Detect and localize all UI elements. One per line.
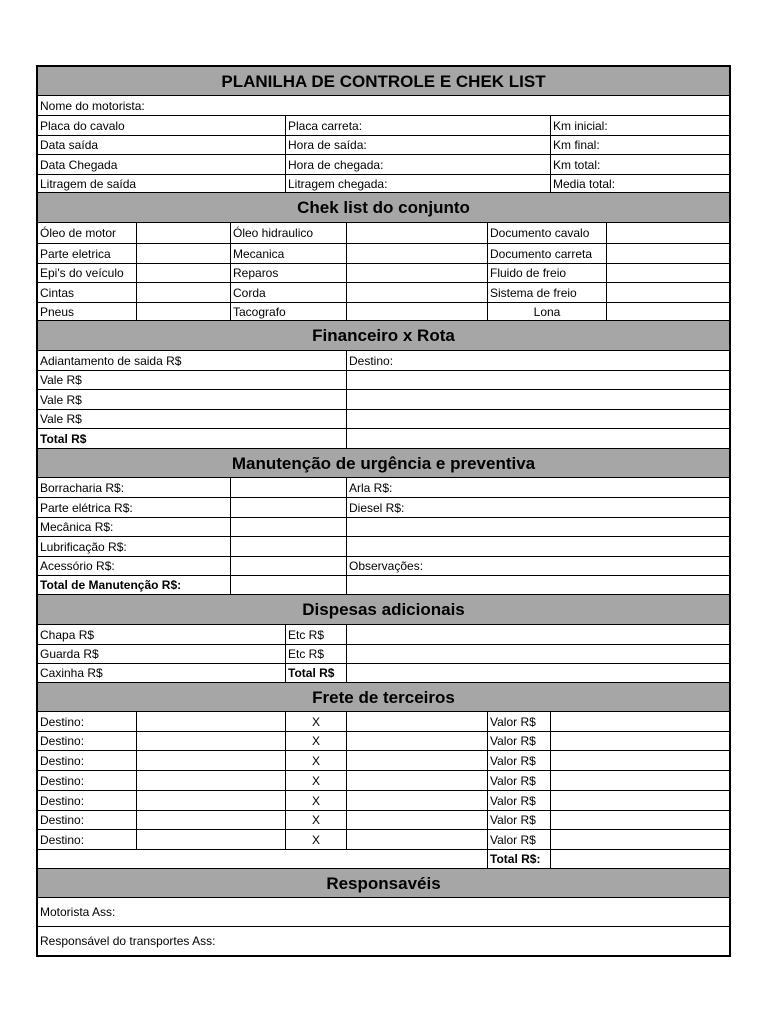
despesas-row [38,664,729,683]
freight-blank-cell [551,712,729,731]
checklist-item-label: Epi's do veículo [38,264,137,282]
maintenance-value-cell [231,576,347,594]
voucher-label: Vale R$ [38,410,347,428]
arrival-fuel-label: Litragem chegada: [286,175,551,192]
maintenance-value-cell [231,557,347,575]
checklist-check-cell [607,303,729,320]
maintenance-item-label: Mecânica R$: [38,518,231,536]
freight-blank-cell [551,791,729,810]
freight-separator: X [286,712,347,731]
checklist-item-label: Tacografo [231,303,347,320]
sheet-title: PLANILHA DE CONTROLE E CHEK LIST [38,67,729,95]
expense-item-label: Guarda R$ [38,645,286,663]
checklist-item-label: Parte eletrica [38,244,137,263]
freight-total-value-cell [551,850,729,868]
freight-blank-cell [137,712,286,731]
frete-header: Frete de terceiros [38,683,729,711]
driver-signature-label: Motorista Ass: [40,905,116,919]
freight-blank-cell [551,830,729,849]
checklist-item-label: Reparos [231,264,347,282]
maintenance-value-cell [231,537,347,556]
checklist-check-cell [137,264,231,282]
freight-blank-cell [551,732,729,750]
freight-destination-label: Destino: [38,830,137,849]
checklist-row [38,283,729,303]
freight-value-label: Valor R$ [488,751,551,770]
checklist-check-cell [607,223,729,243]
maintenance-value-cell [231,518,347,536]
freight-value-label: Valor R$ [488,791,551,810]
manutencao-row [38,478,729,498]
title-row [38,67,729,96]
checklist-check-cell [137,223,231,243]
checklist-row [38,244,729,264]
financeiro-blank-cell [347,429,729,448]
manutencao-row [38,557,729,576]
freight-blank-cell [347,751,488,770]
freight-blank-cell [347,771,488,790]
freight-blank-cell [551,771,729,790]
manutencao-blank-cell [347,576,729,594]
freight-separator: X [286,771,347,790]
transport-manager-signature-label: Responsável do transportes Ass: [40,934,216,948]
freight-destination-label: Destino: [38,732,137,750]
arrival-time-label: Hora de chegada: [286,155,551,174]
checklist-check-cell [347,283,488,302]
responsaveis-header-row [38,869,729,898]
control-sheet [36,65,731,957]
freight-blank-cell [347,811,488,829]
manutencao-row [38,537,729,557]
financeiro-header-row [38,321,729,351]
freight-blank-cell [137,771,286,790]
financeiro-blank-cell [347,390,729,409]
driver-row [38,96,729,116]
observations-label: Observações: [349,559,424,573]
voucher-label: Vale R$ [38,390,347,409]
arla-label: Arla R$: [349,480,393,495]
financeiro-header: Financeiro x Rota [38,321,729,350]
despesas-blank-cell [347,645,729,663]
financeiro-row [38,390,729,410]
financeiro-row [38,429,729,449]
checklist-row [38,264,729,283]
frete-row [38,712,729,732]
destination-label: Destino: [349,353,394,368]
freight-total-label: Total R$: [488,850,551,868]
financeiro-row [38,351,729,371]
expense-item-label: Caxinha R$ [38,664,286,682]
cavalo-plate-label: Placa do cavalo [38,116,286,135]
checklist-check-cell [137,244,231,263]
etc-label: Etc R$ [286,645,347,663]
frete-total-row [38,850,729,869]
driver-name-label: Nome do motorista: [40,98,145,113]
signature-row [38,927,729,955]
carreta-plate-label: Placa carreta: [286,116,551,135]
checklist-check-cell [607,264,729,282]
maintenance-item-label: Lubrificação R$: [38,537,231,556]
freight-value-label: Valor R$ [488,712,551,731]
freight-blank-cell [38,850,488,868]
checklist-item-label: Óleo hidraulico [231,223,347,243]
manutencao-row [38,498,729,518]
freight-blank-cell [551,811,729,829]
manutencao-header: Manutenção de urgência e preventiva [38,449,729,477]
despesas-row [38,625,729,645]
financeiro-blank-cell [347,371,729,389]
frete-header-row [38,683,729,712]
freight-blank-cell [347,732,488,750]
expense-item-label: Chapa R$ [38,625,286,644]
freight-value-label: Valor R$ [488,830,551,849]
frete-row [38,751,729,771]
freight-blank-cell [347,830,488,849]
responsaveis-header: Responsavéis [38,869,729,897]
signature-row [38,898,729,927]
freight-blank-cell [137,811,286,829]
checklist-item-label: Documento carreta [488,244,607,263]
financeiro-row [38,410,729,429]
checklist-item-label: Óleo de motor [38,223,137,243]
manutencao-header-row [38,449,729,478]
checklist-check-cell [137,303,231,320]
checklist-header-row [38,193,729,223]
freight-blank-cell [137,791,286,810]
checklist-check-cell [347,303,488,320]
despesas-header: Dispesas adicionais [38,595,729,624]
diesel-label: Diesel R$: [349,500,405,515]
voucher-label: Vale R$ [38,371,347,389]
freight-value-label: Valor R$ [488,732,551,750]
departure-time-label: Hora de saída: [286,136,551,154]
freight-blank-cell [137,751,286,770]
checklist-check-cell [347,264,488,282]
freight-separator: X [286,751,347,770]
checklist-row [38,303,729,321]
checklist-item-label: Corda [231,283,347,302]
average-total-label: Media total: [553,176,616,191]
maintenance-total-label: Total de Manutenção R$: [38,576,231,594]
freight-blank-cell [347,791,488,810]
freight-value-label: Valor R$ [488,771,551,790]
maintenance-value-cell [231,478,347,497]
financeiro-blank-cell [347,410,729,428]
checklist-item-label: Pneus [38,303,137,320]
trip-row [38,175,729,193]
frete-row [38,732,729,751]
freight-destination-label: Destino: [38,771,137,790]
checklist-check-cell [137,283,231,302]
freight-separator: X [286,732,347,750]
checklist-check-cell [347,223,488,243]
km-initial-label: Km inicial: [553,118,608,133]
financeiro-total-label: Total R$ [38,429,347,448]
checklist-item-label: Cintas [38,283,137,302]
trip-row [38,136,729,155]
freight-separator: X [286,811,347,829]
checklist-item-label: Lona [488,303,607,320]
despesas-row [38,645,729,664]
financeiro-row [38,371,729,390]
freight-blank-cell [137,830,286,849]
freight-destination-label: Destino: [38,712,137,731]
manutencao-blank-cell [347,537,729,556]
freight-destination-label: Destino: [38,811,137,829]
despesas-blank-cell [347,664,729,682]
checklist-row [38,223,729,244]
checklist-check-cell [607,244,729,263]
despesas-blank-cell [347,625,729,644]
freight-value-label: Valor R$ [488,811,551,829]
checklist-check-cell [607,283,729,302]
maintenance-item-label: Parte elétrica R$: [38,498,231,517]
frete-row [38,771,729,791]
freight-separator: X [286,830,347,849]
advance-label: Adiantamento de saida R$ [38,351,347,370]
maintenance-item-label: Borracharia R$: [38,478,231,497]
arrival-date-label: Data Chegada [38,155,286,174]
freight-blank-cell [551,751,729,770]
checklist-header: Chek list do conjunto [38,193,729,222]
checklist-check-cell [347,244,488,263]
freight-blank-cell [137,732,286,750]
frete-row [38,830,729,850]
manutencao-row [38,576,729,595]
freight-destination-label: Destino: [38,791,137,810]
despesas-header-row [38,595,729,625]
departure-date-label: Data saída [38,136,286,154]
km-total-label: Km total: [553,157,601,172]
manutencao-row [38,518,729,537]
despesas-total-label: Total R$ [286,664,347,682]
trip-row [38,116,729,136]
manutencao-blank-cell [347,518,729,536]
checklist-item-label: Sistema de freio [488,283,607,302]
km-final-label: Km final: [553,138,600,152]
etc-label: Etc R$ [286,625,347,644]
maintenance-item-label: Acessório R$: [38,557,231,575]
checklist-item-label: Mecanica [231,244,347,263]
frete-row [38,811,729,830]
freight-separator: X [286,791,347,810]
freight-destination-label: Destino: [38,751,137,770]
departure-fuel-label: Litragem de saída [38,175,286,192]
maintenance-value-cell [231,498,347,517]
checklist-item-label: Documento cavalo [488,223,607,243]
checklist-item-label: Fluido de freio [488,264,607,282]
frete-row [38,791,729,811]
trip-row [38,155,729,175]
freight-blank-cell [347,712,488,731]
